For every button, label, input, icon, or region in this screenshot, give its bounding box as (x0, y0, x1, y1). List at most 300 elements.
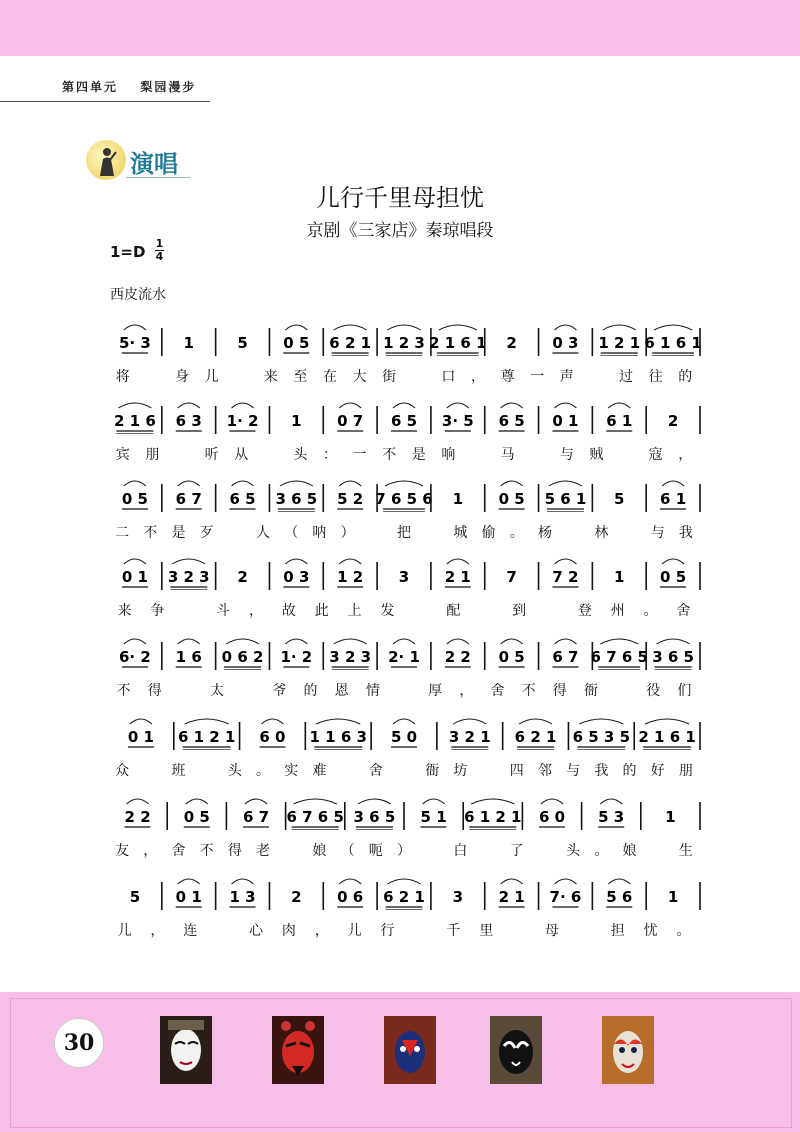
measure-notes: 1 2 1 (598, 334, 641, 352)
slur (185, 719, 229, 724)
measure (573, 719, 630, 750)
measure (122, 481, 148, 509)
lyric-char: 大 (352, 369, 367, 385)
measure-notes: 3· 5 (441, 412, 474, 430)
lyric-char: 不 (521, 683, 536, 699)
lyric-char: 斗 (216, 603, 231, 619)
slur (124, 639, 146, 644)
slur (245, 799, 267, 804)
slur (447, 403, 469, 408)
lyric-char: 了 (509, 843, 524, 859)
measure (259, 719, 285, 747)
time-signature (155, 238, 164, 263)
lyric-char: 头 (293, 447, 308, 463)
slur (579, 719, 623, 724)
measure-notes: 5 0 (390, 728, 418, 746)
measure (445, 559, 471, 587)
lyric-char: 舍 (171, 843, 186, 859)
notation-staff (108, 636, 708, 670)
slur (447, 559, 469, 564)
lyric-line (108, 760, 708, 780)
measure (184, 334, 194, 352)
measure (506, 334, 516, 352)
slur (554, 403, 576, 408)
lyric-line (108, 366, 708, 386)
slur (130, 719, 152, 724)
measure (280, 639, 312, 667)
key-signature: 1=D (110, 243, 146, 261)
measure-notes: 5 (237, 334, 248, 352)
tempo-label: 西皮流水 (110, 287, 166, 303)
measure (310, 719, 367, 750)
measure (391, 719, 417, 747)
measure-notes: 1 (183, 334, 194, 352)
slur (608, 403, 630, 408)
measure (329, 325, 371, 356)
lyric-char: 舍 (368, 763, 383, 779)
lyric-char (571, 522, 575, 538)
lyric-char: 的 (303, 683, 318, 699)
measure-notes: 6 7 6 5 (286, 808, 344, 826)
lyric-char (289, 840, 293, 856)
measure (652, 639, 694, 670)
measure (114, 403, 156, 434)
slur (549, 481, 582, 486)
lyric-char (620, 680, 624, 696)
lyric-char: 此 (314, 603, 329, 619)
measure-notes: 0 5 (660, 568, 687, 586)
lyric-char: 过 (619, 369, 633, 385)
measure-notes: 5 3 (598, 808, 625, 826)
lyric-char: 二 (115, 525, 130, 541)
lyric-char (246, 680, 250, 696)
section-label: 演唱 (130, 150, 178, 178)
slur (334, 325, 367, 330)
lyric-char: 不 (382, 447, 397, 463)
lyric-char (486, 760, 490, 776)
lyric-char (417, 366, 421, 382)
lyric-char: 友 (115, 843, 130, 859)
lyric-char: 爷 (272, 683, 287, 699)
lyric-char: 不 (116, 683, 131, 699)
lyric-char: 娘 (622, 843, 637, 859)
slur (178, 481, 200, 486)
slur (654, 325, 692, 330)
lyric-char: 宾 (115, 447, 130, 463)
measure (545, 481, 587, 512)
lyric-char: 往 (648, 369, 663, 385)
measure (337, 403, 363, 431)
measure (453, 490, 463, 508)
slur (453, 719, 486, 724)
lyric-char: 的 (678, 369, 693, 385)
lyric-char (517, 920, 521, 936)
lyric-char: 儿 (204, 369, 219, 385)
lyric-char: 州 (610, 603, 625, 619)
lyric-char: 马 (500, 447, 515, 463)
measure (614, 490, 624, 508)
measure-notes: 0 3 (283, 568, 310, 586)
measure-notes: 5 (614, 490, 625, 508)
lyric-char: 四 (509, 763, 524, 779)
measure-notes: 2 2 (124, 808, 151, 826)
lyric-char: ， (143, 843, 158, 859)
slur (501, 639, 523, 644)
lyric-char: 与 (650, 525, 665, 541)
measure (130, 888, 140, 906)
slur (554, 559, 576, 564)
lyric-char: 与 (559, 447, 574, 463)
lyric-char: 朋 (145, 447, 160, 463)
lyric-char: 。 (594, 843, 609, 859)
measure-notes: 2 (291, 888, 302, 906)
lyric-char: 难 (312, 763, 327, 779)
measure-notes: 2 1 (498, 888, 525, 906)
measure-notes: 7 2 (552, 568, 579, 586)
slur (603, 325, 636, 330)
measure (337, 559, 363, 587)
measure-notes: 2 (237, 568, 248, 586)
measure (125, 799, 151, 827)
lyric-char: 林 (594, 525, 609, 541)
measure-notes: 0 6 (337, 888, 364, 906)
lyric-char (150, 366, 154, 382)
measure (668, 888, 678, 906)
lyric-char: 老 (256, 843, 271, 859)
notation-staff (108, 400, 708, 434)
lyric-char: 坊 (453, 763, 468, 779)
slur (385, 481, 423, 486)
measure-notes: 3 6 5 (275, 490, 318, 508)
lyric-char: 衙 (425, 763, 440, 779)
song-subtitle: 京剧《三家店》秦琼唱段 (306, 221, 494, 241)
unit-label: 第四单元 (62, 80, 119, 94)
lyric-char: 街 (382, 369, 397, 385)
lyric-char: 寇 (648, 447, 663, 463)
lyric-char: 白 (453, 843, 468, 859)
slur (178, 639, 200, 644)
lyric-char (543, 840, 547, 856)
measure-notes: 5 1 (420, 808, 447, 826)
lyric-char: 呐 (312, 525, 327, 541)
measure (399, 568, 409, 586)
measure-notes: 1 3 (229, 888, 256, 906)
measure (442, 403, 474, 431)
lyric-char: 贼 (589, 447, 604, 463)
measure-notes: 0 1 (552, 412, 579, 430)
measure-notes: 7 (506, 568, 517, 586)
slur (554, 879, 576, 884)
lyric-char: （ (284, 525, 299, 541)
lyric-char: 口 (441, 369, 456, 385)
lyric-char: 。 (643, 603, 658, 619)
lyric-char: 里 (479, 923, 494, 939)
measure (286, 799, 343, 830)
lyric-char: 人 (256, 525, 271, 541)
measure (506, 568, 516, 586)
slur (339, 559, 361, 564)
measure-notes: 3 6 5 (353, 808, 396, 826)
header-rule (0, 101, 210, 102)
slur (261, 719, 283, 724)
lyric-char: 邻 (537, 763, 552, 779)
lyric-char: ： (323, 447, 337, 463)
lyric-char: 来 (263, 369, 278, 385)
measure (429, 325, 486, 356)
notation-staff (108, 796, 708, 830)
measure (229, 879, 255, 907)
measure-notes: 1 (291, 412, 302, 430)
measure (638, 719, 695, 750)
measure (598, 325, 640, 356)
lyric-char: 娘 (312, 843, 327, 859)
measure (375, 481, 432, 512)
lyric-char: 将 (115, 369, 130, 385)
slur (118, 403, 151, 408)
measure-notes: 6 1 (660, 490, 687, 508)
slur (501, 403, 523, 408)
lyric-char (486, 840, 490, 856)
measure-notes: 1· 2 (280, 648, 313, 666)
measure-notes: 6 7 (552, 648, 579, 666)
lyric-char: 把 (397, 525, 411, 541)
slur (657, 639, 690, 644)
slur (554, 639, 576, 644)
measure-notes: 1 (665, 808, 676, 826)
lyric-char: 生 (678, 843, 693, 859)
measure-notes: 6 5 (390, 412, 418, 430)
measure-notes: 0 1 (175, 888, 202, 906)
measure (499, 879, 525, 907)
lyric-char: 。 (509, 525, 524, 541)
lyric-char: 配 (446, 603, 461, 619)
lyric-char: 我 (594, 763, 609, 779)
measure-notes: 5 6 (606, 888, 633, 906)
lyric-char: 从 (234, 447, 249, 463)
measure (552, 403, 578, 431)
measure (539, 799, 565, 827)
measure (660, 481, 686, 509)
singer-icon (96, 146, 118, 176)
slur (232, 879, 254, 884)
slur (294, 799, 337, 804)
lyric-char: 。 (256, 763, 271, 779)
measure-notes: 5 2 (337, 490, 364, 508)
measure-notes: 0 5 (121, 490, 148, 508)
lyric-char (550, 600, 554, 616)
measure-notes: 2 1 (444, 568, 471, 586)
lyric-char: ， (678, 447, 693, 463)
measure-notes: 5 6 1 (544, 490, 587, 508)
measure (464, 799, 521, 830)
lyric-char: 役 (646, 683, 661, 699)
slur (124, 559, 146, 564)
measure-notes: 0 1 (121, 568, 148, 586)
lyric-char (418, 600, 422, 616)
opera-mask-white-icon (160, 1016, 212, 1084)
lyric-char: 心 (249, 923, 263, 939)
measure (275, 481, 317, 512)
lyric-char: 偷 (481, 525, 496, 541)
slur (393, 403, 415, 408)
measure-notes: 2 1 6 1 (429, 334, 487, 352)
notation-staff (108, 716, 708, 750)
notation-staff (108, 322, 708, 356)
lyric-char: 衙 (583, 683, 598, 699)
measure-notes: 0 5 (183, 808, 210, 826)
measure (668, 412, 678, 430)
slur (608, 879, 630, 884)
measure-notes: 6 2 1 (383, 888, 425, 906)
lyric-char (233, 522, 237, 538)
lyric-char: 响 (441, 447, 456, 463)
measure (168, 559, 210, 590)
measure (606, 403, 632, 431)
measure (329, 639, 371, 670)
measure (614, 568, 624, 586)
slur (662, 559, 684, 564)
lyric-char: 身 (175, 369, 189, 385)
measure-notes: 6 1 (606, 412, 633, 430)
lyric-char: 我 (678, 525, 693, 541)
measure-notes: 6 2 1 (514, 728, 557, 746)
lyric-char: 的 (622, 763, 637, 779)
measure (499, 481, 525, 509)
lyric-char: 们 (677, 683, 692, 699)
lyric-char (345, 760, 349, 776)
slur (178, 403, 200, 408)
slur (541, 799, 563, 804)
lyric-line (108, 600, 708, 620)
lyric-char: 众 (115, 763, 130, 779)
measure (176, 403, 202, 431)
lyric-char (269, 444, 273, 460)
measure-notes: 6· 2 (119, 648, 151, 666)
slur (339, 481, 361, 486)
measure-notes: 0 5 (283, 334, 310, 352)
notation-staff (108, 876, 708, 910)
lyric-char: 。 (676, 923, 691, 939)
measure-notes: 6 7 (242, 808, 270, 826)
measure (122, 559, 148, 587)
slur (501, 879, 523, 884)
lyric-char: 城 (453, 525, 468, 541)
measure (237, 568, 247, 586)
lyric-char: 不 (199, 843, 214, 859)
lyric-char: 头 (566, 843, 581, 859)
measure (176, 481, 202, 509)
lyric-char: 来 (117, 603, 132, 619)
lyric-char: 行 (380, 923, 395, 939)
measure-notes: 5· 3 (119, 334, 151, 352)
slur (339, 403, 361, 408)
measure-notes: 6 7 (175, 490, 202, 508)
measure (128, 719, 154, 747)
slur (393, 719, 415, 724)
measure (449, 719, 491, 750)
measure (337, 481, 363, 509)
lyric-char: 班 (171, 763, 186, 779)
lyric-char: 恩 (334, 683, 349, 699)
measure (283, 325, 309, 353)
opera-mask-red-icon (272, 1016, 324, 1084)
slur (226, 639, 259, 644)
lyric-char: ， (459, 683, 474, 699)
lyric-char (430, 522, 434, 538)
measure-notes: 3 2 3 (329, 648, 372, 666)
slur (280, 481, 313, 486)
measure (227, 403, 259, 431)
measure-notes: 6 1 2 1 (177, 728, 236, 746)
opera-mask-blue-red-icon (384, 1016, 436, 1084)
measure-notes: 6 5 (498, 412, 525, 430)
slur (662, 481, 684, 486)
lyric-char (148, 760, 152, 776)
lyric-char: ） (340, 525, 355, 541)
measure (119, 325, 151, 353)
lyric-char: 舍 (490, 683, 505, 699)
lyric-char: 至 (293, 369, 308, 385)
measure (291, 888, 301, 906)
slur (127, 799, 149, 804)
lyric-char: 尊 (500, 369, 515, 385)
lyric-char (204, 760, 208, 776)
measure (552, 325, 578, 353)
lyric-char: 一 (352, 447, 367, 463)
lyric-char: 儿 (117, 923, 132, 939)
lyric-char (627, 522, 631, 538)
measure-notes: 1 1 6 3 (309, 728, 367, 746)
slur (645, 719, 689, 724)
notation-staff (108, 478, 708, 512)
measure (665, 808, 675, 826)
lyric-char (535, 444, 539, 460)
slur (339, 879, 361, 884)
lyric-char: 太 (210, 683, 225, 699)
measure-notes: 6 2 1 (329, 334, 372, 352)
measure (391, 403, 417, 431)
lyric-char: 歹 (199, 525, 214, 541)
lyric-char: 故 (281, 603, 296, 619)
measure (184, 799, 210, 827)
measure-notes: 0 3 (552, 334, 579, 352)
slur (172, 559, 205, 564)
lyric-char: 肉 (281, 923, 296, 939)
lyric-char: 到 (512, 603, 527, 619)
measure (176, 879, 202, 907)
measure-notes: 2 (667, 412, 679, 430)
measure (283, 559, 309, 587)
lyric-char: 忧 (643, 923, 658, 939)
lyric-char (484, 600, 488, 616)
lyric-char: 争 (150, 603, 165, 619)
measure (515, 719, 557, 750)
song-title: 儿行千里母担忧 (316, 184, 484, 212)
lyric-char: ， (249, 603, 263, 619)
slur (388, 879, 421, 884)
section-badge (86, 140, 190, 180)
measure (453, 888, 463, 906)
lyric-line (108, 920, 708, 940)
lyric-char: 儿 (347, 923, 362, 939)
measure-notes: 3 2 3 (167, 568, 210, 586)
measure-notes: 7· 6 (549, 888, 582, 906)
lyric-line (108, 444, 708, 464)
measure (606, 879, 632, 907)
slur (447, 639, 469, 644)
lyric-char: 担 (610, 923, 625, 939)
measure (591, 639, 648, 670)
